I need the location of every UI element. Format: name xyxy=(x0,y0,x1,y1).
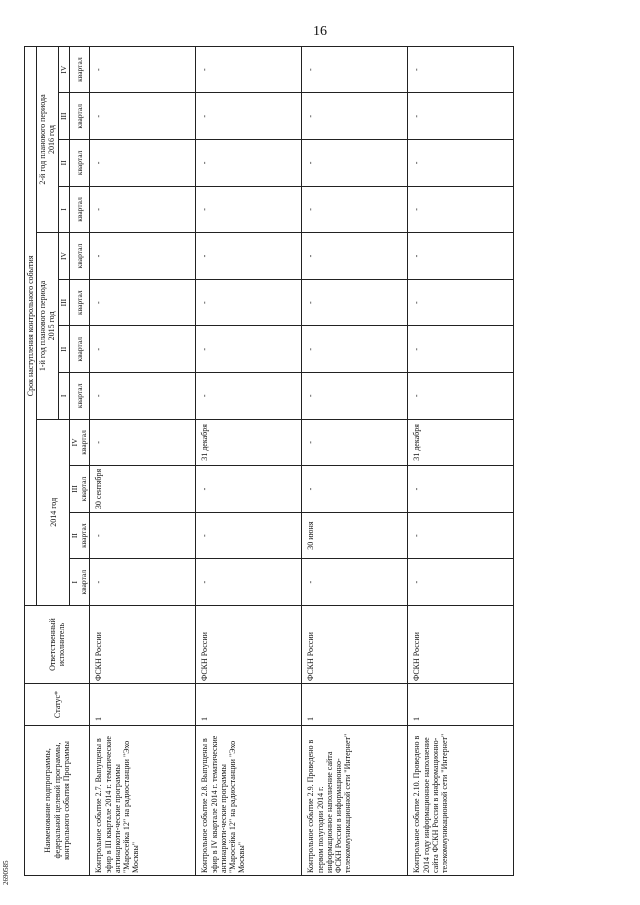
page-number: 16 xyxy=(313,24,327,39)
quarter-deadline-cell: - xyxy=(196,233,302,280)
quarter-label: квартал xyxy=(70,233,90,280)
quarter-number: IV xyxy=(70,438,80,447)
event-executor: ФСКН России xyxy=(408,606,514,684)
quarter-deadline-cell: - xyxy=(196,559,302,606)
quarter-deadline-cell: - xyxy=(90,93,196,140)
quarter-deadline-cell: - xyxy=(196,373,302,420)
quarter-label xyxy=(70,419,90,466)
quarter-deadline-cell: - xyxy=(408,46,514,93)
event-name: Контрольное событие 2.8. Выпущены в эфир в IV квартале 2014 г. тематические антинаркоти-ческие программы "Маросейка 12" на радиостанции "Эхо Москвы" xyxy=(196,726,302,876)
quarter-deadline-cell: - xyxy=(408,512,514,559)
quarter-deadline-cell: - xyxy=(408,326,514,373)
quarter-deadline-cell: - xyxy=(408,186,514,233)
quarter-number: II xyxy=(58,140,70,187)
event-status: 1 xyxy=(408,684,514,726)
quarter-number: IV xyxy=(58,46,70,93)
rotated-table-container xyxy=(24,46,620,876)
quarter-label: квартал xyxy=(70,140,90,187)
quarter-deadline-cell: - xyxy=(196,46,302,93)
quarter-deadline-cell: - xyxy=(408,559,514,606)
quarter-deadline-cell: - xyxy=(408,93,514,140)
quarter-deadline-cell: - xyxy=(302,419,408,466)
event-name: Контрольное событие 2.10. Проведено в 2014 году информационное наполнение сайта ФСКН России в информационно-телекоммуникационной сети "Интернет" xyxy=(408,726,514,876)
header-period-1-label: 1-й год планового периода xyxy=(38,280,48,372)
quarter-number: IV xyxy=(58,233,70,280)
header-name: Наименование подпрограммы, федеральной целевой программы, контрольного события Программы xyxy=(25,726,90,876)
quarter-deadline-cell: - xyxy=(90,140,196,187)
quarter-number: I xyxy=(70,580,80,584)
quarter-deadline-cell: - xyxy=(196,186,302,233)
quarter-deadline-cell: - xyxy=(408,233,514,280)
quarter-number: II xyxy=(70,533,80,539)
control-events-table xyxy=(24,46,514,876)
quarter-label: квартал xyxy=(70,46,90,93)
quarter-deadline-cell: - xyxy=(90,46,196,93)
quarter-label: квартал xyxy=(70,373,90,420)
quarter-deadline-cell: - xyxy=(90,326,196,373)
quarter-deadline-cell: - xyxy=(408,140,514,187)
quarter-label: квартал xyxy=(70,279,90,326)
quarter-deadline-cell: - xyxy=(302,559,408,606)
quarter-deadline-cell: - xyxy=(302,233,408,280)
quarter-deadline-cell: - xyxy=(302,279,408,326)
quarter-deadline-cell: - xyxy=(302,93,408,140)
quarter-number: II xyxy=(58,326,70,373)
header-deadline: Срок наступления контрольного события xyxy=(25,46,37,605)
event-name: Контрольное событие 2.7. Выпущены в эфир в III квартале 2014 г. тематические антинаркоти-ческие программы "Маросейка 12" на радиостанции "Эхо Москвы" xyxy=(90,726,196,876)
header-period-1 xyxy=(37,233,58,419)
quarter-word: квартал xyxy=(78,569,88,595)
event-status: 1 xyxy=(302,684,408,726)
quarter-deadline-cell: - xyxy=(90,419,196,466)
quarter-deadline-cell: - xyxy=(302,140,408,187)
quarter-number: III xyxy=(70,485,80,493)
event-executor: ФСКН России xyxy=(196,606,302,684)
quarter-deadline-cell: - xyxy=(302,46,408,93)
quarter-deadline-cell: - xyxy=(302,326,408,373)
quarter-deadline-cell: 31 декабря xyxy=(408,419,514,466)
table-row xyxy=(196,46,302,875)
quarter-deadline-cell: - xyxy=(302,186,408,233)
header-period-2 xyxy=(37,46,58,233)
quarter-word: квартал xyxy=(78,430,88,455)
quarter-deadline-cell: - xyxy=(302,466,408,513)
quarter-number: I xyxy=(58,373,70,420)
quarter-label xyxy=(70,466,90,513)
quarter-number: I xyxy=(58,186,70,233)
quarter-deadline-cell: - xyxy=(90,559,196,606)
quarter-deadline-cell: 30 июня xyxy=(302,512,408,559)
quarter-label: квартал xyxy=(70,186,90,233)
quarter-deadline-cell: 30 сентября xyxy=(90,466,196,513)
quarter-deadline-cell: - xyxy=(196,140,302,187)
quarter-label: квартал xyxy=(70,326,90,373)
quarter-deadline-cell: - xyxy=(196,512,302,559)
header-status: Статус* xyxy=(25,684,90,726)
quarter-deadline-cell: - xyxy=(90,186,196,233)
quarter-deadline-cell: - xyxy=(196,326,302,373)
quarter-number: III xyxy=(58,93,70,140)
quarter-number: III xyxy=(58,279,70,326)
table-row xyxy=(408,46,514,875)
header-year-2014: 2014 год xyxy=(37,419,70,605)
event-status: 1 xyxy=(90,684,196,726)
event-status: 1 xyxy=(196,684,302,726)
quarter-deadline-cell: - xyxy=(196,93,302,140)
quarter-deadline-cell: - xyxy=(90,512,196,559)
event-executor: ФСКН России xyxy=(302,606,408,684)
event-executor: ФСКН России xyxy=(90,606,196,684)
quarter-label xyxy=(70,512,90,559)
quarter-deadline-cell: - xyxy=(196,466,302,513)
quarter-deadline-cell: 31 декабря xyxy=(196,419,302,466)
header-year-2016: 2016 год xyxy=(47,125,57,154)
event-name: Контрольное событие 2.9. Проведено в первом полугодии 2014 г. информационное наполнение сайта ФСКН России в информационно-телекоммуникационной сети "Интернет" xyxy=(302,726,408,876)
rotated-table xyxy=(24,46,620,876)
header-period-2-label: 2-й год планового периода xyxy=(38,94,48,185)
quarter-deadline-cell: - xyxy=(408,466,514,513)
table-row xyxy=(302,46,408,875)
table-body xyxy=(90,46,514,875)
quarter-deadline-cell: - xyxy=(408,279,514,326)
quarter-word: квартал xyxy=(78,523,88,548)
table-row xyxy=(90,46,196,875)
quarter-word: квартал xyxy=(78,476,88,502)
quarter-label xyxy=(70,559,90,606)
document-id: 2690585 xyxy=(2,860,10,885)
quarter-deadline-cell: - xyxy=(196,279,302,326)
quarter-deadline-cell: - xyxy=(302,373,408,420)
quarter-deadline-cell: - xyxy=(90,233,196,280)
quarter-deadline-cell: - xyxy=(408,373,514,420)
quarter-label: квартал xyxy=(70,93,90,140)
quarter-deadline-cell: - xyxy=(90,373,196,420)
quarter-deadline-cell: - xyxy=(90,279,196,326)
header-year-2015: 2015 год xyxy=(47,311,57,341)
header-executor: Ответственный исполнитель xyxy=(25,606,90,684)
